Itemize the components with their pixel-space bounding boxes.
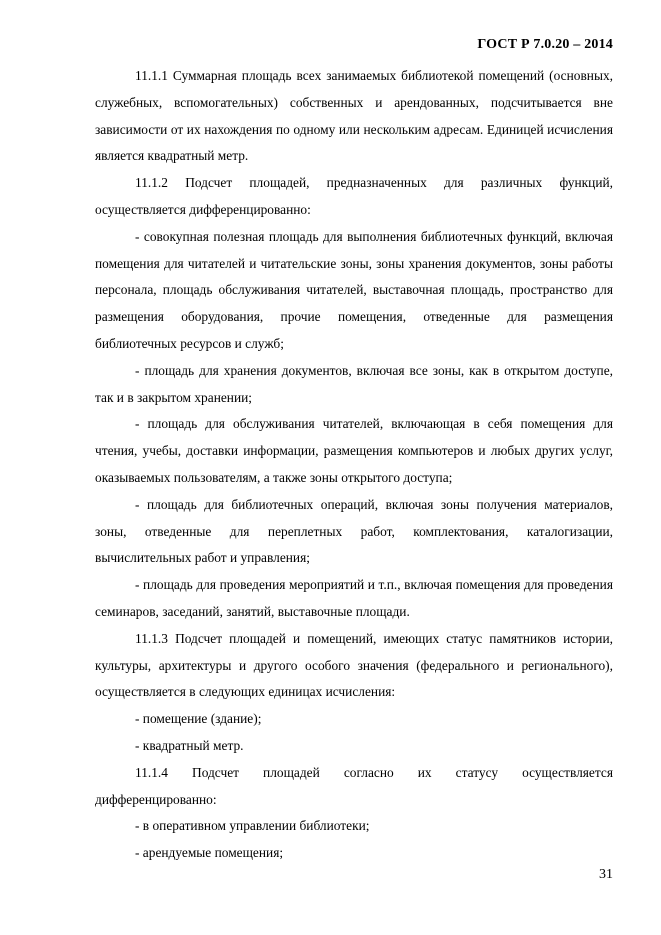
document-body [95,63,613,867]
list-item-room: - помещение (здание); [135,711,262,727]
list-item-events-area: - площадь для проведения мероприятий и т.п., включая помещения для проведения семинаров, заседаний, занятий, выставочные площади. [95,577,613,619]
paragraph-11-1-2: 11.1.2 Подсчет площадей, предназначенных для различных функций, осуществляется дифференцированно: [95,175,613,217]
list-item-square-meter: - квадратный метр. [135,737,244,753]
list-item-operations-area: - площадь для библиотечных операций, включая зоны получения материалов, зоны, отведенные для переплетных работ, комплектования, каталогизации, вычислительных работ и управления; [95,496,613,566]
list-item-useful-area: - совокупная полезная площадь для выполнения библиотечных функций, включая помещения для читателей и читательские зоны, зоны хранения документов, зоны работы персонала, площадь обслуживания читателей, выставочная площадь, пространство для размещения оборудования, прочие помещения, отведенные для размещения библиотечных ресурсов и служб; [95,228,613,351]
standard-header: ГОСТ Р 7.0.20 – 2014 [477,37,613,52]
paragraph-11-1-3: 11.1.3 Подсчет площадей и помещений, имеющих статус памятников истории, культуры, архитектуры и другого особого значения (федерального и регионального), осуществляется в следующих единицах исчисления: [95,630,613,700]
list-item-service-area: - площадь для обслуживания читателей, включающая в себя помещения для чтения, учебы, доставки информации, размещения компьютеров и любых других услуг, оказываемых пользователям, а также зоны открытого доступа; [95,416,613,485]
paragraph-11-1-1: 11.1.1 Суммарная площадь всех занимаемых библиотекой помещений (основных, служебных, вспомогательных) собственных и арендованных, подсчитывается вне зависимости от их нахождения по одному или нескольким адресам. Единицей исчисления является квадратный метр. [95,68,613,164]
list-item-storage-area: - площадь для хранения документов, включая все зоны, как в открытом доступе, так и в закрытом хранении; [95,362,613,405]
list-item-rented-premises: - арендуемые помещения; [135,845,284,861]
page-number: 31 [599,867,613,882]
paragraph-11-1-4: 11.1.4 Подсчет площадей согласно их статусу осуществляется дифференцированно: [95,764,613,807]
list-item-operational-management: - в оперативном управлении библиотеки; [135,818,370,834]
